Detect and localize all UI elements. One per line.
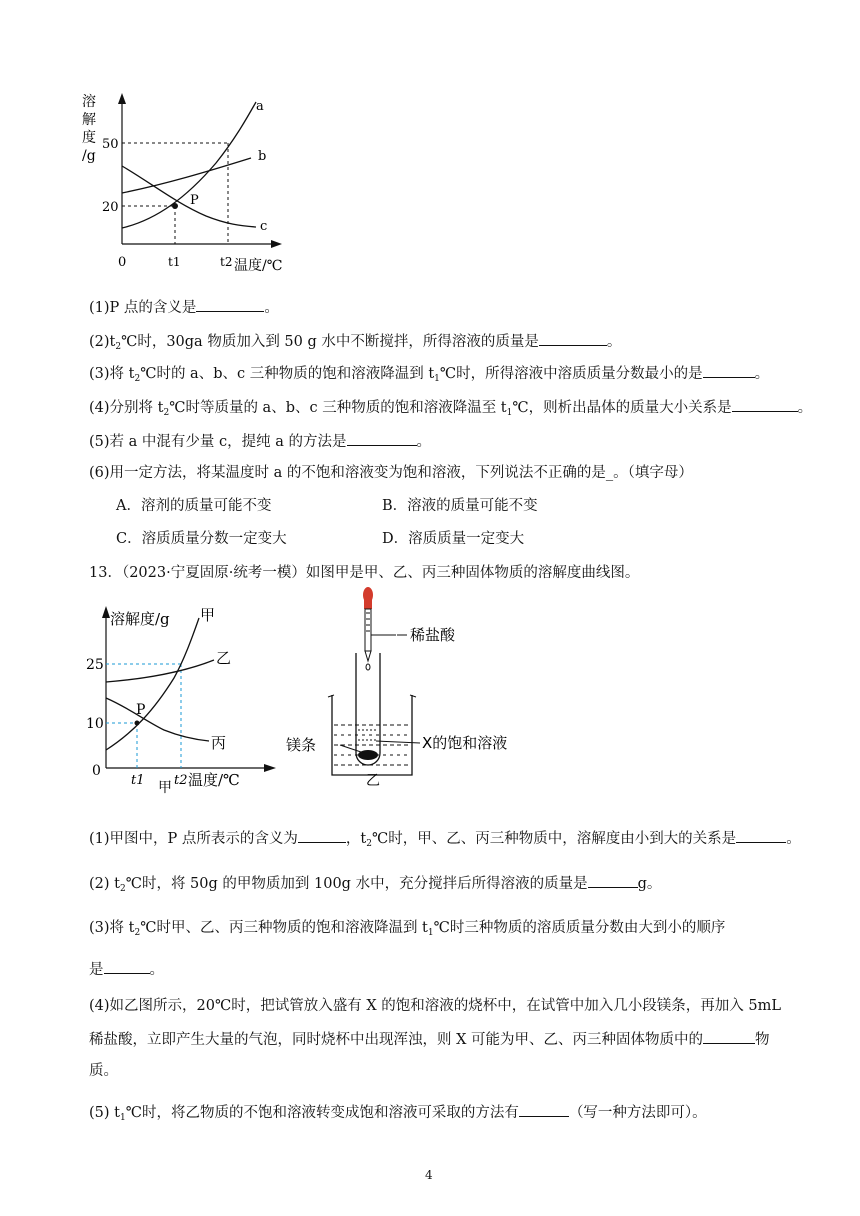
curve-label-c: c xyxy=(260,219,268,234)
solution-label: X的饱和溶液 xyxy=(422,734,508,752)
x-tick-t1: t1 xyxy=(131,773,145,788)
curve-jia xyxy=(106,618,199,750)
y-label: 溶解度/g xyxy=(110,610,170,628)
q12-option-a: A．溶剂的质量可能不变 xyxy=(116,498,272,514)
point-p xyxy=(135,721,140,726)
curve-label-a: a xyxy=(256,99,264,114)
curve-label-yi: 乙 xyxy=(216,649,232,667)
solubility-chart-abc xyxy=(76,88,296,278)
q12-line-2: $(2)t_2℃$时，30ga 物质加入到 50 g 水中不断搅拌，所得溶液的质量是 。 xyxy=(89,330,621,357)
figure-caption-jia: 甲 xyxy=(158,780,172,796)
figure-caption-yi: 乙 xyxy=(366,773,380,789)
origin-label: 0 xyxy=(92,763,101,779)
y-label-char-3: 度 xyxy=(82,130,96,146)
solubility-chart-jia-yi-bing xyxy=(84,600,294,795)
q12-option-c: C．溶质质量分数一定变大 xyxy=(116,531,287,547)
q12-line-1: (1)P 点的含义是 。 xyxy=(89,296,279,318)
q12-option-d: D．溶质质量一定变大 xyxy=(382,531,525,547)
q13-line-5: (5) $t_1℃$时，将乙物质的不饱和溶液转变成饱和溶液可采取的方法有 （写一种方法即可）。 xyxy=(89,1101,707,1128)
origin-label: 0 xyxy=(118,255,127,270)
x-tick-t1: t1 xyxy=(168,255,181,269)
y-tick-10: 10 xyxy=(86,716,104,732)
x-tick-t2: t2 xyxy=(174,773,188,788)
hcl-label: 稀盐酸 xyxy=(410,626,456,644)
q13-line-4c: 质。 xyxy=(89,1063,118,1079)
q13-line-2: (2) $t_2℃$时，将 50g 的甲物质加到 100g 水中，充分搅拌后所得溶液的质量是 g。 xyxy=(89,872,661,899)
y-tick-20: 20 xyxy=(102,200,119,215)
magnesium-label: 镁条 xyxy=(286,736,317,754)
q13-line-4a: (4)如乙图所示，20℃时，把试管放入盛有 X 的饱和溶液的烧杯中，在试管中加入几小段镁条，再加入 5mL xyxy=(89,998,781,1014)
y-tick-25: 25 xyxy=(86,657,104,673)
curve-yi xyxy=(106,660,214,682)
point-label-p: P xyxy=(136,702,146,718)
curve-label-b: b xyxy=(258,149,267,164)
page-number: 4 xyxy=(425,1168,433,1182)
curve-label-jia: 甲 xyxy=(200,606,216,624)
curve-bing xyxy=(106,698,209,741)
point-label-p: P xyxy=(190,193,199,208)
x-tick-t2: t2 xyxy=(220,255,233,269)
curve-b xyxy=(122,158,251,193)
q12-line-3: (3)将 $t_2℃$时的 a、b、c 三种物质的饱和溶液降温到 $t_1℃$时，所得溶液中溶质质量分数最小的是 。 xyxy=(89,362,769,389)
q12-line-4: (4)分别将 $t_2℃$时等质量的 a、b、c 三种物质的饱和溶液降温至 $t_1℃$，则析出晶体的质量大小关系是 。 xyxy=(89,396,812,423)
q13-line-3: (3)将 $t_2℃$时甲、乙、丙三种物质的饱和溶液降温到 $t_1℃$时三种物质的溶质质量分数由大到小的顺序 xyxy=(89,920,726,938)
curve-a xyxy=(122,102,256,228)
q13-title: 13．（2023·宁夏固原·统考一模）如图甲是甲、乙、丙三种固体物质的溶解度曲线图。 xyxy=(89,565,640,581)
y-label-char-4: /g xyxy=(82,148,96,164)
q12-option-b: B．溶液的质量可能不变 xyxy=(382,498,538,514)
x-label: 温度/℃ xyxy=(188,771,240,789)
x-label: 温度/℃ xyxy=(234,258,283,274)
q13-line-1: (1)甲图中，P 点所表示的含义为 ，$t_2℃$时，甲、乙、丙三种物质中，溶解度由小到大的关系是 。 xyxy=(89,827,801,854)
curve-c xyxy=(122,166,256,227)
y-label-char-1: 溶 xyxy=(82,94,96,110)
q13-line-3b: 是 。 xyxy=(89,958,164,980)
curve-label-bing: 丙 xyxy=(211,734,227,752)
experiment-apparatus xyxy=(280,585,508,789)
q13-line-4b: 稀盐酸，立即产生大量的气泡，同时烧杯中出现浑浊，则 X 可能为甲、乙、丙三种固体物质中的 物 xyxy=(89,1028,770,1050)
point-p xyxy=(172,203,178,209)
y-label-char-2: 解 xyxy=(82,112,96,128)
y-tick-50: 50 xyxy=(102,137,119,152)
q12-line-5: (5)若 a 中混有少量 c，提纯 a 的方法是 。 xyxy=(89,430,431,452)
q12-line-6: (6)用一定方法，将某温度时 a 的不饱和溶液变为饱和溶液，下列说法不正确的是_。（填字母） xyxy=(89,465,693,481)
